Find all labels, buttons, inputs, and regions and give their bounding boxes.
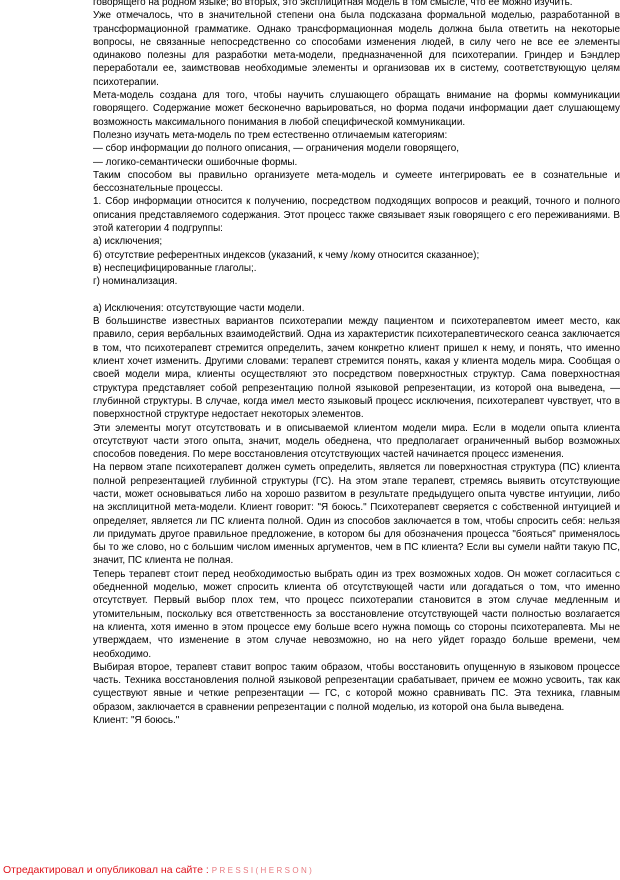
paragraph: Полезно изучать мета-модель по трем естественно отличаемым категориям:	[93, 129, 448, 141]
list-item: — сбор информации до полного описания, — ограничения модели говорящего,	[93, 143, 459, 155]
paragraph: На первом этапе психотерапевт должен суметь определить, является ли поверхностная структура (ПС) клиента полной репрезентацией глубинной структуры (ГС). На этом этапе терапевт, стремясь выявить отсутствующие части, может основываться либо на хорошо развитом в результате предыдущего опыта чувстве интуиции, либо на эксплицитной мета-модели. Клиент говорит: "Я боюсь." Психотерапевт сверяется с собственной интуицией и определяет, является ли ПС клиента полной. Один из способов заключается в том, чтобы спросить себя: нельзя ли придумать другое правильное предложение, в котором бы для обозначения процесса "бояться" применялось бы то же слово, но с большим числом именных аргументов, чем в ПС клиента? Если вы сумели найти такую ПС, значит, ПС клиента не полная.	[93, 462, 620, 567]
paragraph: Таким способом вы правильно организуете мета-модель и сумеете интегрировать ее в сознательные и бессознательные процессы.	[93, 169, 620, 195]
list-item: г) номинализация.	[93, 276, 178, 288]
footer-site-name[interactable]: PRESSI(HERSON)	[211, 866, 315, 875]
paragraph: Эти элементы могут отсутствовать и в описываемой клиентом модели мира. Если в модели опыта клиента отсутствуют части этого опыта, значит, модель обеднена, что предполагает ограниченный выбор возможных способов поведения. По мере восстановления отсутствующих частей начинается процесс изменения.	[93, 422, 620, 461]
paragraph: 1. Сбор информации относится к получению, посредством подходящих вопросов и реакций, точного и полного описания представляемого содержания. Этот процесс также связывает язык говорящего с его переживаниями. В этой категории 4 подгруппы:	[93, 196, 620, 235]
paragraph: Мета-модель создана для того, чтобы научить слушающего обращать внимание на формы коммуникации говорящего. Содержание может бесконечно варьироваться, но форма подачи информации дает слушающему возможность максимального понимания в любой специфической коммуникации.	[93, 90, 620, 128]
paragraph: Клиент: "Я боюсь."	[93, 715, 180, 727]
paragraph: Выбирая второе, терапевт ставит вопрос таким образом, чтобы восстановить опущенную в языковом процессе часть. Техника восстановления полной языковой репрезентации срабатывает, причем ее можно усвоить, так как существуют явные и четкие репрезентации — ГС, с которой можно сравнивать ПС. Эта техника, главным образом, заключается в сравнении репрезентации с полной моделью, из которой она была выведена.	[93, 661, 620, 713]
section-heading: а) Исключения: отсутствующие части модели.	[93, 302, 305, 314]
paragraph: говорящего на родном языке; во вторых, это эксплицитная модель в том смысле, что ее можно изучить.	[93, 0, 573, 8]
footer-prefix: Отредактировал и опубликовал на сайте	[3, 864, 203, 876]
paragraph: В большинстве известных вариантов психотерапии между пациентом и психотерапевтом имеет место, как правило, серия вербальных взаимодействий. Одна из характеристик психотерапевтического сеанса заключается в том, что психотерапевт стремится определить, зачем конкретно клиент пришел к нему, и понять, что именно клиент хочет изменить. Другими словами: терапевт стремится понять, какая у клиента модель мира. Сообщая о своей модели мира, клиенты осуществляют это посредством поверхностных структур. Сама поверхностная структура представляет собой репрезентацию полной языковой репрезентации, из которой она выведена, — глубинной структуры. В случае, когда имел место языковый процесс исключения, психотерапевт чувствует, что в поверхностной структуре недостает некоторых элементов.	[93, 316, 620, 421]
paragraph: Уже отмечалось, что в значительной степени она была подсказана формальной моделью, разработанной в трансформационной грамматике. Однако трансформационная модель должна была ответить на некоторые вопросы, не связанные непосредственно со способами изменения людей, в силу чего не все ее элементы одинаково полезны для разработки мета-модели, предназначенной для психотерапии. Гриндер и Бэндлер переработали ее, заимствовав необходимые элементы и организовав их в систему, соответствующую целям психотерапии.	[93, 10, 620, 88]
list-item: а) исключения;	[93, 236, 163, 248]
blank-line	[93, 289, 620, 302]
document-body	[93, 0, 620, 727]
list-item: — логико-семантически ошибочные формы.	[93, 156, 298, 168]
paragraph: Теперь терапевт стоит перед необходимостью выбрать один из трех возможных ходов. Он может согласиться с обедненной моделью, может спросить клиента об отсутствующей части или догадаться о том, что именно отсутствует. Первый выбор плох тем, что процесс психотерапии становится в этом случае медленным и утомительным, поскольку вся ответственность за восстановление отсутствующей части полностью возлагается на клиента, хотя именно в этом процессе ему больше всего нужна помощь со стороны психотерапевта. Мы не утверждаем, что изменение в этом случае невозможно, но на него уйдет гораздо больше времени, чем необходимо.	[93, 568, 620, 660]
list-item: б) отсутствие референтных индексов (указаний, к чему /кому относится сказанное);	[93, 249, 480, 261]
footer-credit	[3, 864, 314, 877]
list-item: в) неспецифицированные глаголы;.	[93, 262, 257, 274]
footer-separator: :	[202, 864, 212, 876]
